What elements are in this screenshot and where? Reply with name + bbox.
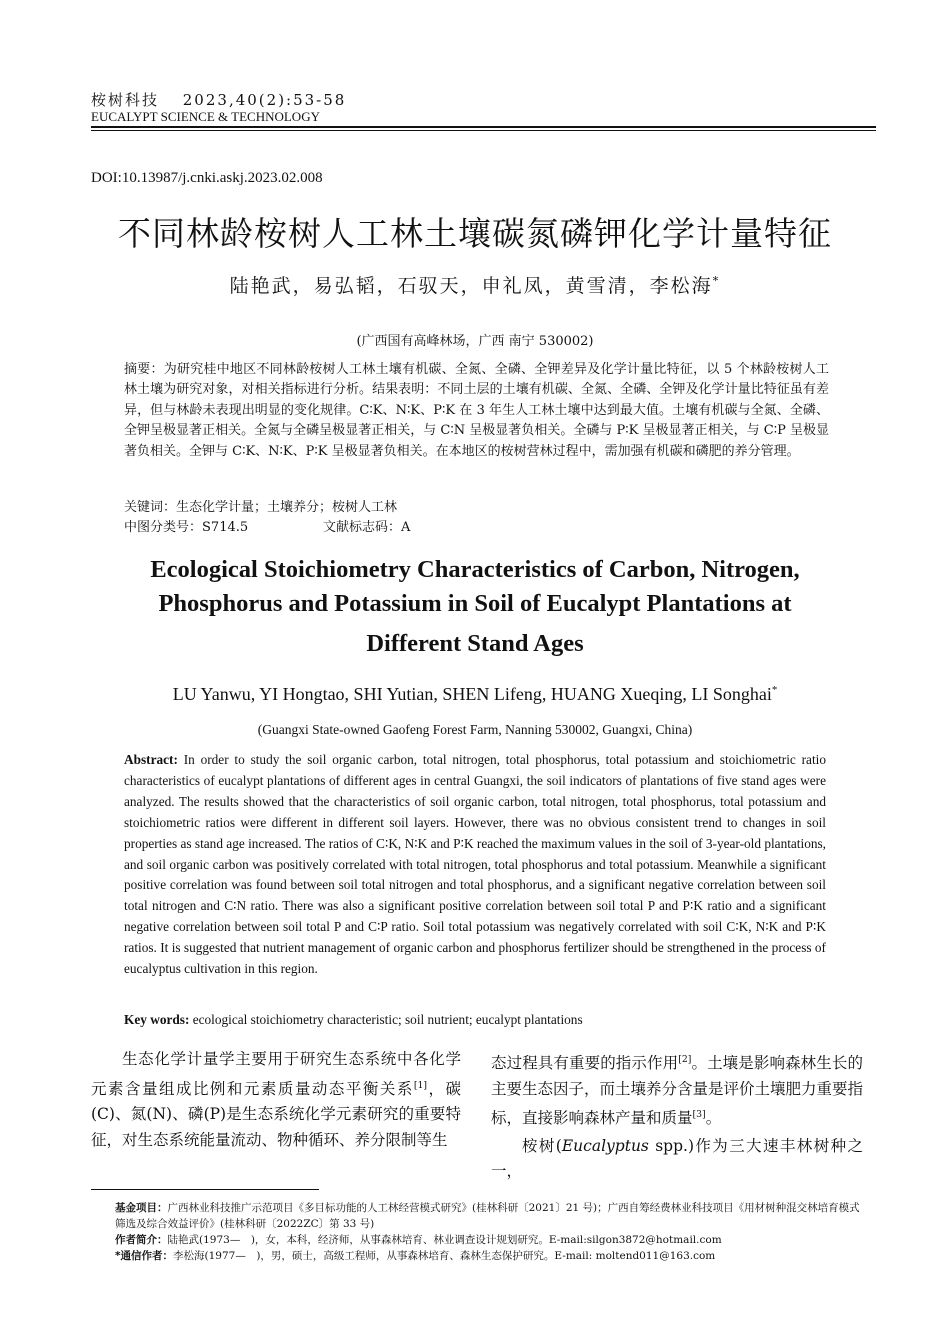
footnote-funding (115, 1201, 860, 1232)
clc-number (124, 516, 248, 535)
footnote-corresponding (115, 1249, 860, 1265)
body-paragraph (91, 1047, 461, 1153)
keywords-en-text: ecological stoichiometry characteristic; soil nutrient; eucalypt plantations (192, 1012, 583, 1027)
body-text: 态过程具有重要的指示作用 (491, 1054, 679, 1073)
title-en-line1: Ecological Stoichiometry Characteristics of Carbon, Nitrogen, (150, 556, 800, 583)
journal-header-en: EUCALYPT SCIENCE & TECHNOLOGY (91, 109, 320, 124)
abstract-en (124, 750, 826, 980)
footnote-author (115, 1233, 860, 1249)
corresponding-text: 李松海(1977— )，男，硕士，高级工程师，从事森林培育、森林生态保护研究。E-mail: moltend011@163.com (173, 1250, 716, 1262)
header-rule-thin (91, 130, 876, 131)
affiliation-cn: (广西国有高峰林场，广西 南宁 530002) (356, 334, 594, 349)
affiliation-en: (Guangxi State-owned Gaofeng Forest Farm, Nanning 530002, Guangxi, China) (257, 722, 693, 737)
abstract-cn-text: 为研究桂中地区不同林龄桉树人工林土壤有机碳、全氮、全磷、全钾差异及化学计量比特征，以 5 个林龄桉树人工林土壤为研究对象，对相关指标进行分析。结果表明：不同土层的土壤有机碳、全氮、全磷、全钾及化学计量比特征虽有差异，但与林龄未表现出明显的变化规律。C∶K、N∶K、P∶K 在 3 年生人工林土壤中达到最大值。土壤有机碳与全氮、全磷、全钾呈极显著正相关。全氮与全磷呈极显著正相关，与 C∶N 呈极显著负相关。全磷与 P∶K 呈极显著正相关，与 C∶P 呈极显著负相关。全钾与 C∶K、N∶K、P∶K 呈极显著负相关。在本地区的桉树营林过程中，需加强有机碳和磷肥的养分管理。 (124, 362, 829, 459)
authors-cn-text: 陆艳武，易弘韬，石驭天，申礼凤，黄雪清，李松海 (229, 275, 713, 297)
title-cn: 不同林龄桉树人工林土壤碳氮磷钾化学计量特征 (118, 214, 832, 253)
keywords-cn-text: 生态化学计量；土壤养分；桉树人工林 (176, 500, 398, 515)
doc-code-value: A (401, 520, 411, 535)
keywords-en (124, 1012, 583, 1028)
doc-code-label: 文献标志码： (323, 520, 402, 535)
body-text: spp.)作为三大速丰林树种之一， (491, 1136, 863, 1181)
header-rule-thick (91, 126, 876, 128)
authors-cn (0, 271, 950, 298)
title-en (0, 553, 950, 621)
body-text: 生态化学计量学主要用于研究生态系统中各化学元素含量组成比例和元素质量动态平衡关系 (91, 1050, 461, 1098)
journal-header-cn: 桉树科技 2023,40(2):53-58 (91, 91, 347, 109)
authors-en-text: LU Yanwu, YI Hongtao, SHI Yutian, SHEN Lifeng, HUANG Xueqing, LI Songhai (172, 684, 772, 704)
body-paragraph (491, 1134, 863, 1185)
citation-link[interactable]: [1] (413, 1079, 427, 1091)
abstract-cn-label: 摘要： (124, 362, 164, 377)
footnote-rule (91, 1189, 319, 1190)
body-text: 。土壤是影响森林生长的主要生态因子，而土壤养分含量是评价土壤肥力重要指标，直接影响森林产量和质量 (491, 1054, 864, 1128)
keywords-cn (124, 496, 397, 515)
species-name: Eucalyptus (561, 1136, 649, 1155)
funding-text: 广西林业科技推广示范项目《多目标功能的人工林经营模式研究》(桂林科研〔2021〕21 号)；广西自筹经费林业科技项目《用材树种混交林培育模式筛选及综合效益评价》(桂林科研〔2022ZC〕第 33 号) (115, 1202, 860, 1230)
body-text: ，碳(C)、氮(N)、磷(P)是生态系统化学元素研究的重要特征，对生态系统能量流动、物种循环、养分限制等生 (91, 1079, 461, 1149)
author-bio-text: 陆艳武(1973— )，女，本科，经济师，从事森林培育、林业调查设计规划研究。E-mail:silgon3872@hotmail.com (167, 1234, 722, 1246)
body-column-left (91, 1047, 461, 1153)
body-text: 。 (705, 1109, 722, 1128)
citation-link[interactable]: [3] (692, 1109, 706, 1121)
corresponding-mark: * (712, 273, 721, 288)
abstract-en-text: In order to study the soil organic carbon, total nitrogen, total phosphorus, total potassium and stoichiometric ratio characteristics of eucalypt plantations of different ages in central Guangxi, the soil indicators of plantations of five stand ages were analyzed. The results showed that the characteristics of soil organic carbon, total nitrogen, total phosphorus, total potassium and stoichiometric ratios were different in different soil layers. However, there was no obvious consistent trend to changes in soil properties as stand age increased. The ratios of C∶K, N∶K and P∶K reached the maximum values in the soil of 3-year-old plantations, and soil organic carbon was positively correlated with total nitrogen, total phosphorus and total potassium. Meanwhile a significant positive correlation was found between soil total nitrogen and total phosphorus, and a significant negative correlation between soil total nitrogen and C∶N ratio. There was also a significant positive correlation between soil total P and P∶K ratio and a significant negative correlation between soil total P and C∶P ratio. Soil total potassium was negatively correlated with soil C∶K, N∶K and P∶K ratios. It is suggested that nutrient management of organic carbon and phosphorus fertilizer should be strengthened in the process of eucalyptus cultivation in this region. (124, 752, 826, 977)
clc-value: S714.5 (202, 520, 249, 535)
corresponding-mark-en: * (771, 684, 778, 696)
keywords-cn-label: 关键词： (124, 500, 177, 515)
citation-link[interactable]: [2] (678, 1054, 692, 1065)
title-en-line2: Phosphorus and Potassium in Soil of Eucalypt Plantations at (158, 590, 792, 617)
document-code (323, 516, 410, 535)
title-en-line3: Different Stand Ages (366, 630, 584, 657)
keywords-en-label: Key words: (124, 1012, 190, 1027)
abstract-en-label: Abstract: (124, 752, 178, 767)
doi: DOI:10.13987/j.cnki.askj.2023.02.008 (91, 170, 323, 186)
clc-label: 中图分类号： (124, 520, 203, 535)
body-column-right (491, 1047, 863, 1185)
abstract-cn (124, 360, 829, 462)
body-paragraph (491, 1047, 863, 1132)
funding-label: 基金项目： (115, 1202, 168, 1214)
authors-en (0, 684, 950, 705)
corresponding-label: *通信作者： (115, 1250, 173, 1262)
body-text: 桉树( (522, 1136, 562, 1155)
author-bio-label: 作者简介： (115, 1234, 168, 1246)
